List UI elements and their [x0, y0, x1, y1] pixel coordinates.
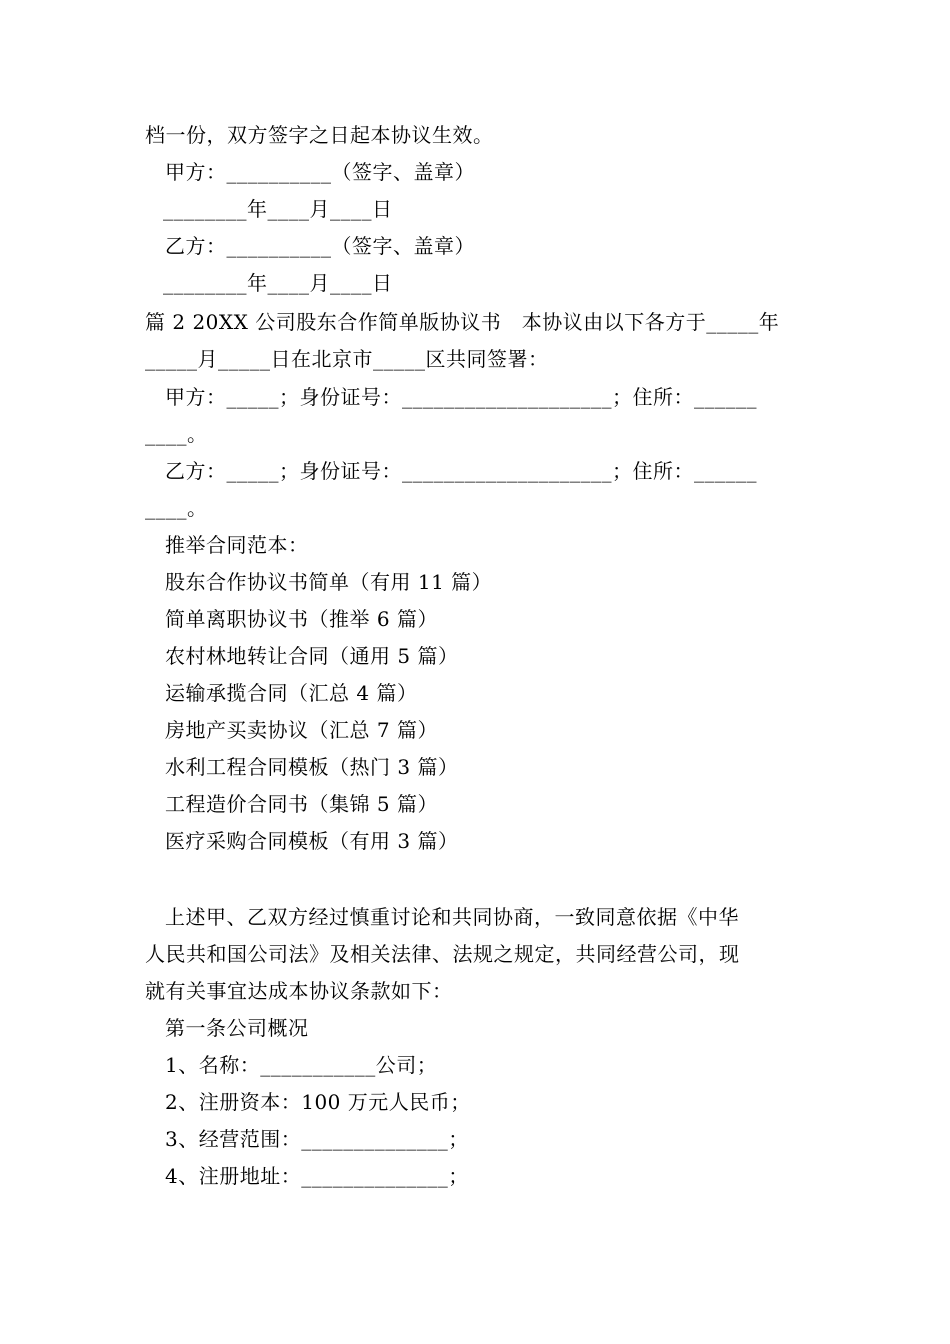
recommend-item: 运输承揽合同（汇总 4 篇） — [165, 681, 418, 705]
text-line: 档一份，双方签字之日起本协议生效。 — [145, 123, 494, 147]
text-line: ____。 — [145, 496, 208, 520]
date-line: ________年____月____日 — [163, 271, 393, 295]
recommend-item: 股东合作协议书简单（有用 11 篇） — [165, 570, 493, 594]
recommend-item: 房地产买卖协议（汇总 7 篇） — [165, 718, 438, 742]
article-heading: 第一条公司概况 — [165, 1016, 309, 1040]
paragraph-line: 人民共和国公司法》及相关法律、法规之规定，共同经营公司，现 — [145, 942, 740, 966]
signature-party-a: 甲方：__________（签字、盖章） — [165, 160, 475, 184]
section-heading: 篇 2 20XX 公司股东合作简单版协议书 本协议由以下各方于_____年 — [145, 310, 780, 334]
text-line: _____月_____日在北京市_____区共同签署： — [145, 347, 549, 371]
date-line: ________年____月____日 — [163, 197, 393, 221]
recommend-item: 医疗采购合同模板（有用 3 篇） — [165, 829, 459, 853]
text-line: ____。 — [145, 422, 208, 446]
clause-item: 1、名称：___________公司； — [165, 1053, 438, 1077]
clause-item: 3、经营范围：______________； — [165, 1127, 469, 1151]
signature-party-b: 乙方：__________（签字、盖章） — [165, 234, 475, 258]
recommend-item: 农村林地转让合同（通用 5 篇） — [165, 644, 459, 668]
party-a-info: 甲方：_____；身份证号：____________________；住所：______ — [165, 385, 757, 409]
paragraph-line: 上述甲、乙双方经过慎重讨论和共同协商，一致同意依据《中华 — [165, 905, 739, 929]
recommend-item: 工程造价合同书（集锦 5 篇） — [165, 792, 438, 816]
party-b-info: 乙方：_____；身份证号：____________________；住所：______ — [165, 459, 757, 483]
paragraph-line: 就有关事宜达成本协议条款如下： — [145, 979, 453, 1003]
recommend-item: 简单离职协议书（推举 6 篇） — [165, 607, 438, 631]
clause-item: 2、注册资本：100 万元人民币； — [165, 1090, 471, 1114]
clause-item: 4、注册地址：______________； — [165, 1164, 469, 1188]
recommend-heading: 推举合同范本： — [165, 533, 309, 557]
recommend-item: 水利工程合同模板（热门 3 篇） — [165, 755, 459, 779]
